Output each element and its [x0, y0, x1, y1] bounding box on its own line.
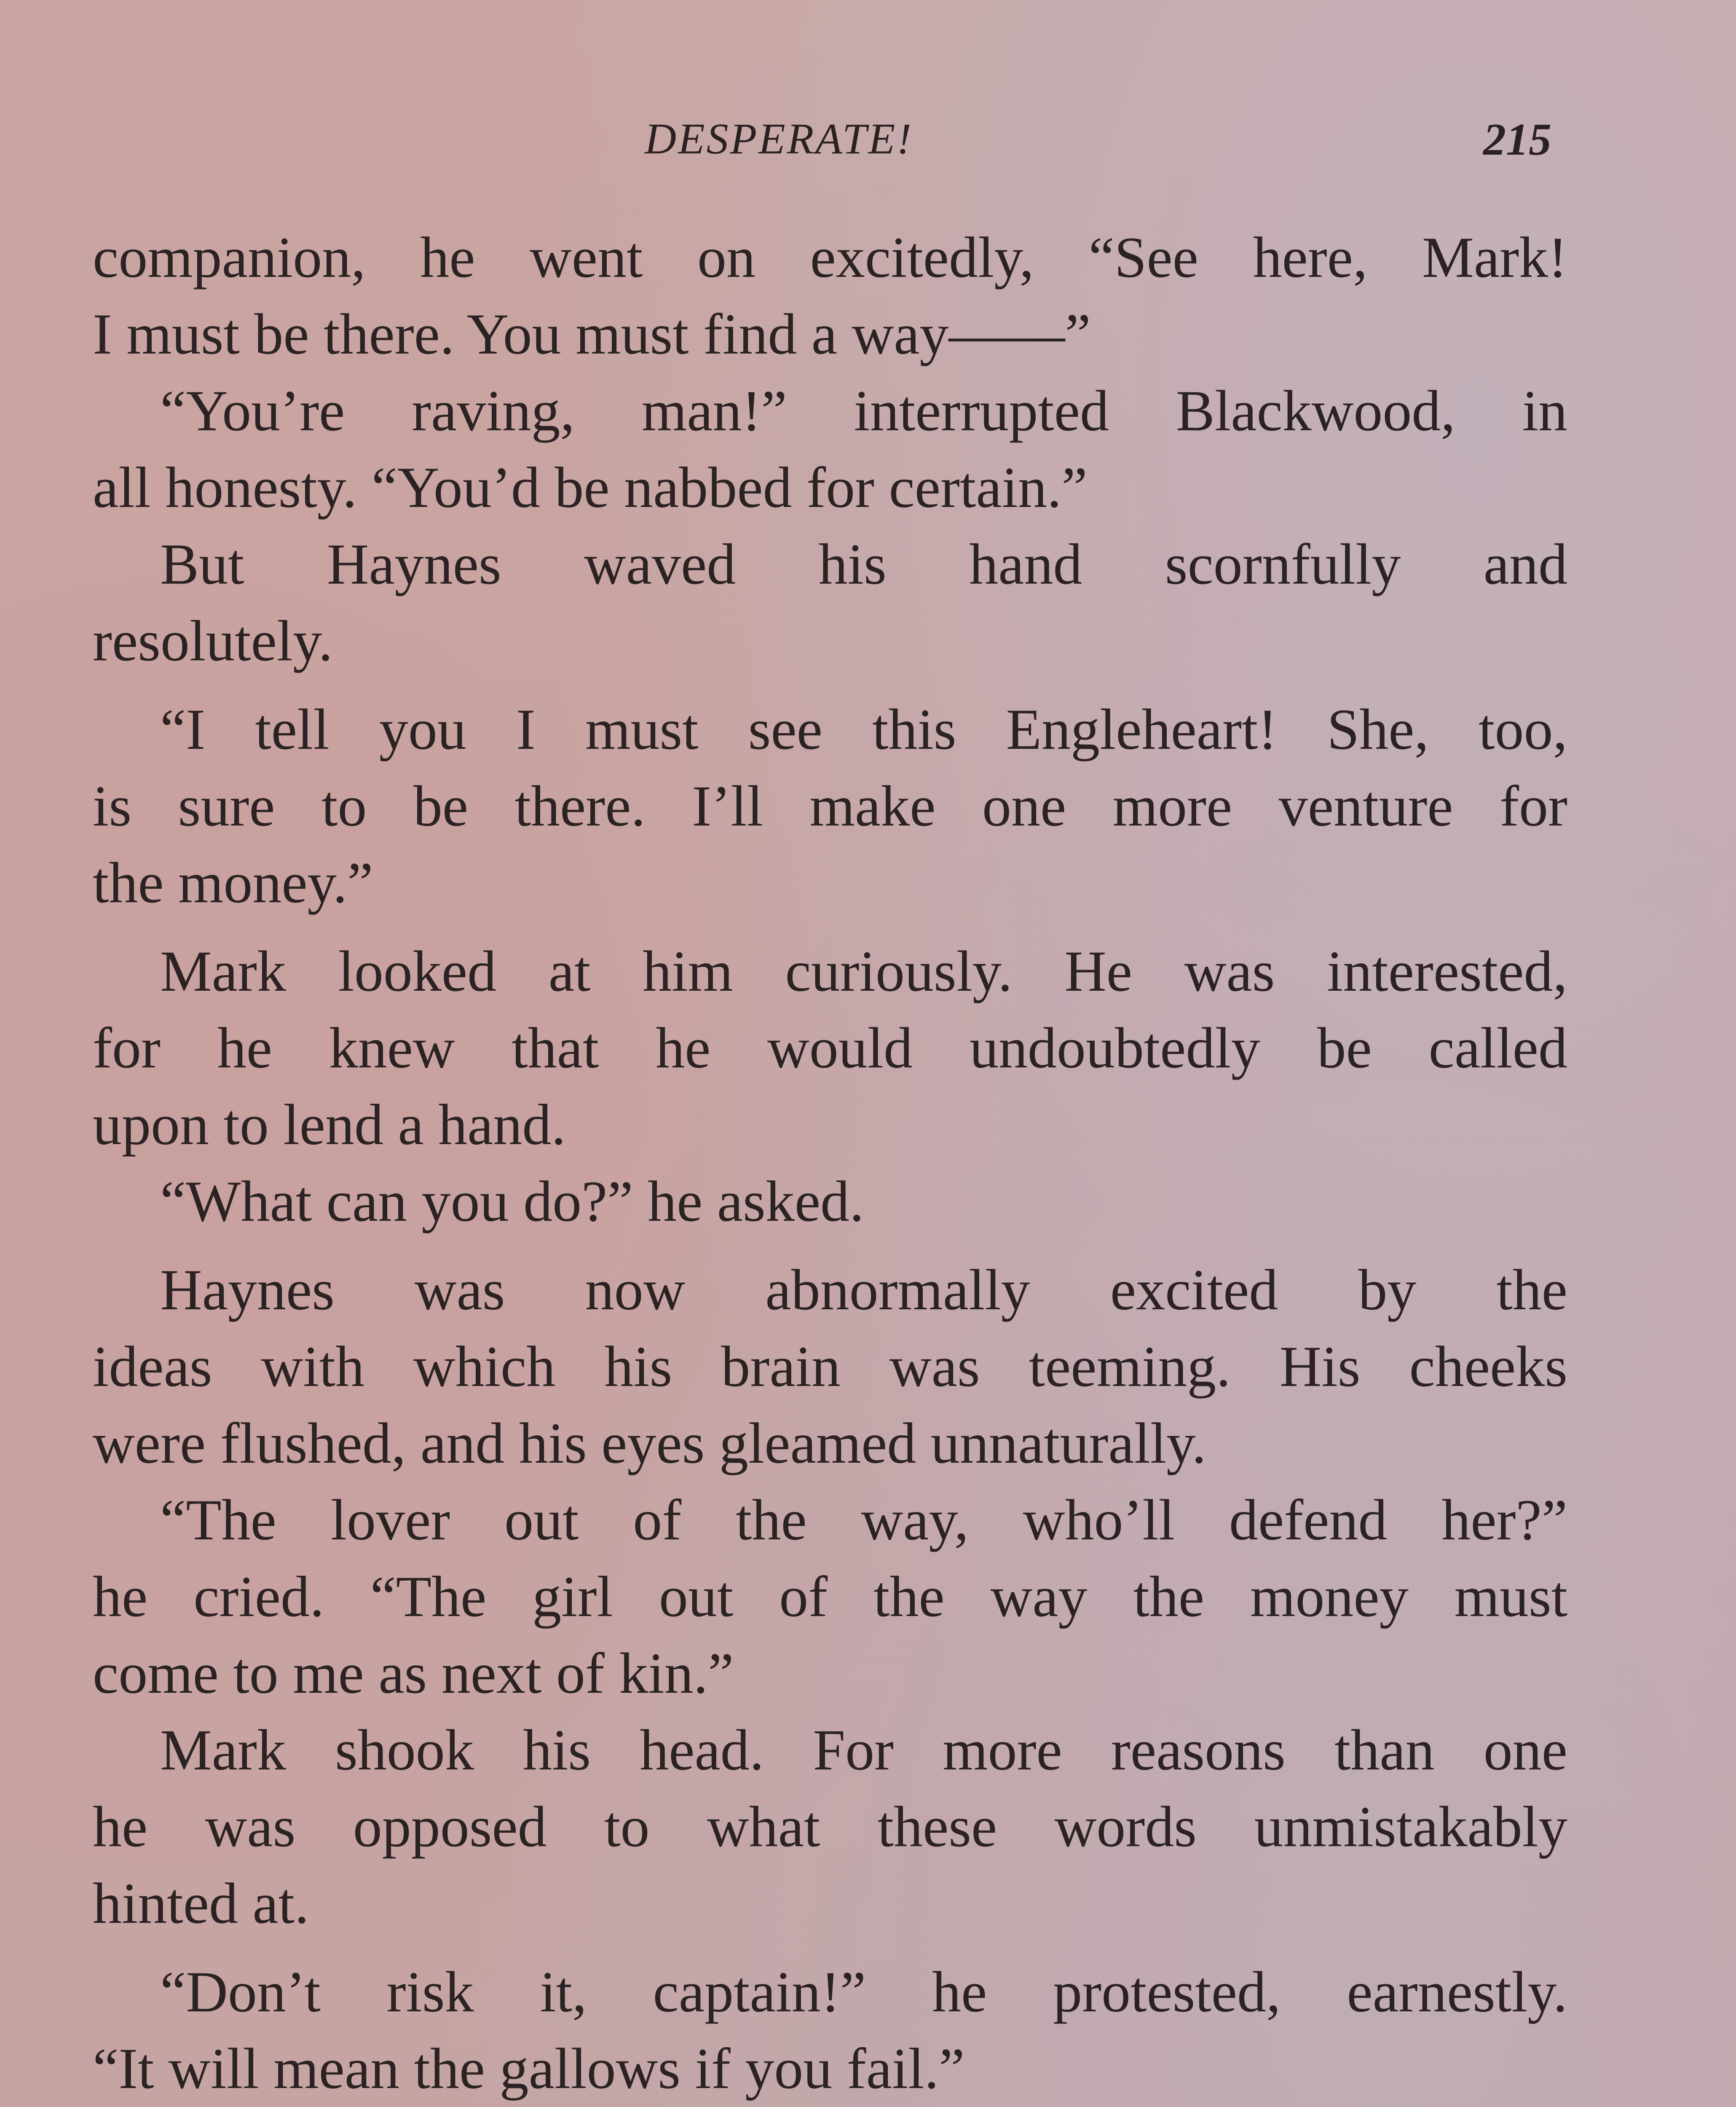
running-title: DESPERATE!	[645, 115, 913, 163]
text-line: for he knew that he would undoubtedly be called	[93, 1016, 1567, 1080]
text-line: upon to lend a hand.	[93, 1092, 566, 1157]
text-line: “It will mean the gallows if you fail.”	[93, 2036, 965, 2101]
text-line: were flushed, and his eyes gleamed unnaturally.	[93, 1411, 1206, 1475]
text-line: the money.”	[93, 850, 373, 915]
text-line: hinted at.	[93, 1871, 309, 1935]
text-line: Mark shook his head. For more reasons than one	[160, 1718, 1567, 1782]
text-line: he was opposed to what these words unmistakably	[93, 1794, 1567, 1859]
paragraph-gap	[93, 1942, 1567, 1954]
text-line: “What can you do?” he asked.	[160, 1169, 864, 1233]
paragraph-gap	[93, 1240, 1567, 1252]
text-line: I must be there. You must find a way——”	[93, 302, 1091, 366]
text-line: resolutely.	[93, 609, 333, 673]
text-line: come to me as next of kin.”	[93, 1641, 734, 1705]
page-number: 215	[1483, 115, 1551, 165]
text-line: Mark looked at him curiously. He was interested,	[160, 939, 1567, 1003]
paragraph-gap	[93, 921, 1567, 933]
text-line: But Haynes waved his hand scornfully and	[160, 532, 1567, 596]
text-line: companion, he went on excitedly, “See here, Mark!	[93, 225, 1567, 290]
text-line: Haynes was now abnormally excited by the	[160, 1257, 1567, 1322]
running-head	[0, 114, 1736, 173]
body-text	[93, 219, 1567, 2107]
paragraph-gap	[93, 679, 1567, 691]
text-line: all honesty. “You’d be nabbed for certain.”	[93, 455, 1088, 520]
text-line: ideas with which his brain was teeming. His cheeks	[93, 1334, 1567, 1399]
text-line: “I tell you I must see this Engleheart! She, too,	[160, 697, 1567, 761]
text-line: “You’re raving, man!” interrupted Blackwood, in	[160, 378, 1567, 443]
text-line: “Don’t risk it, captain!” he protested, earnestly.	[160, 1960, 1567, 2024]
text-line: is sure to be there. I’ll make one more venture for	[93, 774, 1567, 838]
text-line: he cried. “The girl out of the way the money must	[93, 1564, 1567, 1629]
text-line: “The lover out of the way, who’ll defend her?”	[160, 1488, 1567, 1552]
